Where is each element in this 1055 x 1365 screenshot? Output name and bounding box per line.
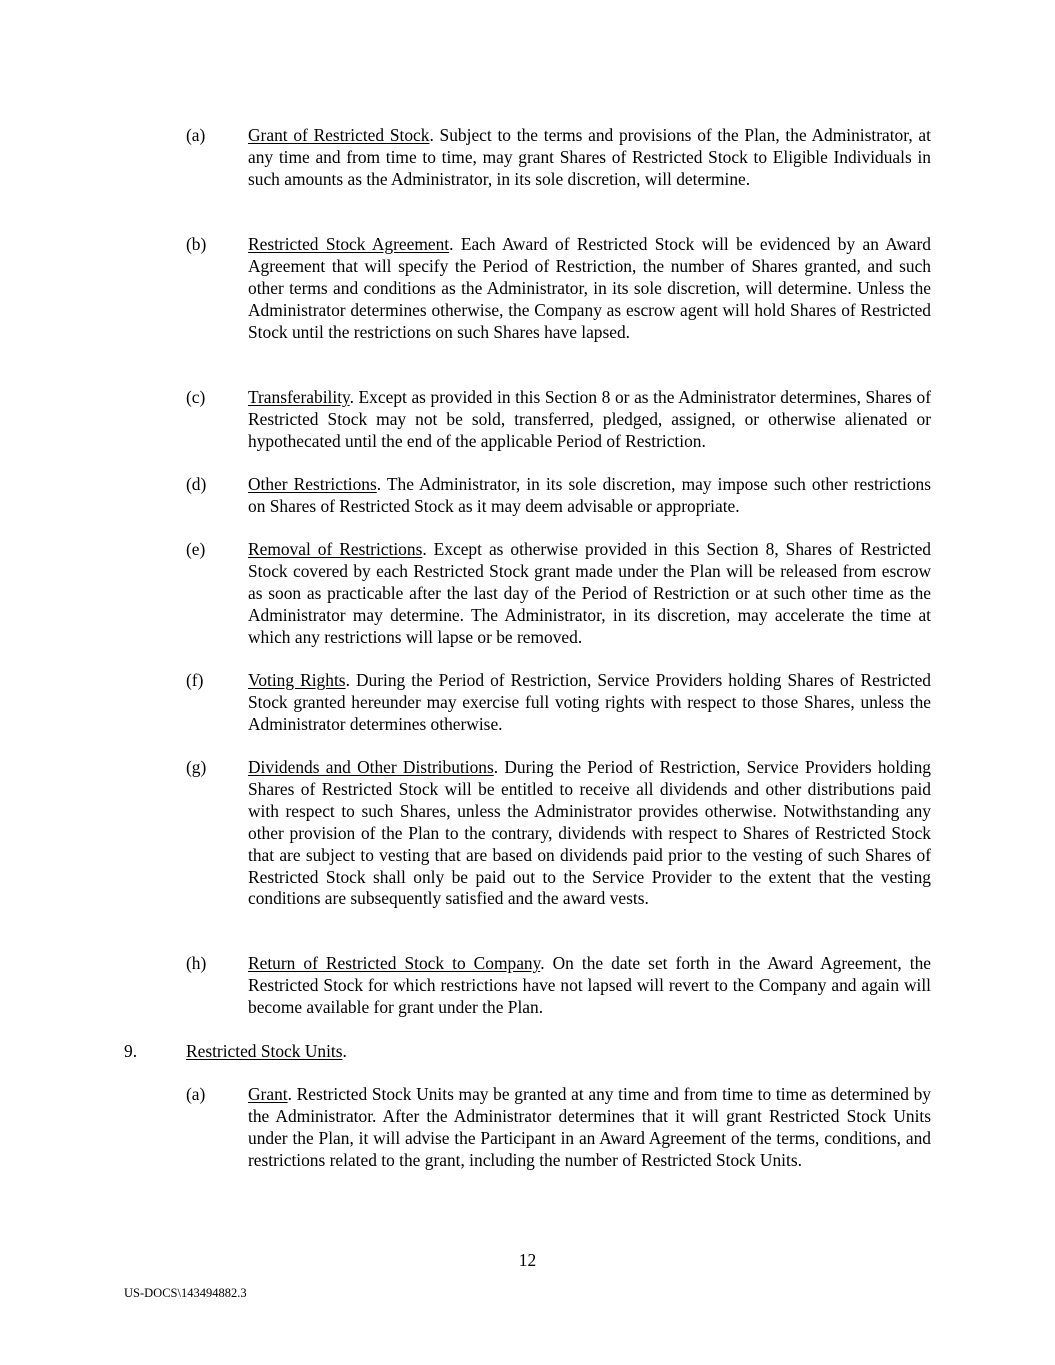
- item-label: (a): [186, 125, 206, 145]
- item-body: . Each Award of Restricted Stock will be evidenced by an Award Agreement that will specify the Period of Restriction, the number of Shares granted, and such other terms and conditions as the Administrator, in its sole discretion, will determine. Unless the Administrator determines otherwise, the Company as escrow agent will hold Shares of Restricted Stock until the restrictions on such Shares have lapsed.: [248, 234, 932, 342]
- item-label: (h): [186, 953, 207, 973]
- item-label: (g): [186, 757, 207, 777]
- item-label: (b): [186, 234, 207, 254]
- item-body: . During the Period of Restriction, Service Providers holding Shares of Restricted Stock granted hereunder may exercise full voting rights with respect to those Shares, unless the Administrator determines otherwise.: [248, 670, 931, 734]
- item-body: . During the Period of Restriction, Service Providers holding Shares of Restricted Stock will be entitled to receive all dividends and other distributions paid with respect to such Shares, unless the Administrator provides otherwise. Notwithstanding any other provision of the Plan to the contrary, dividends with respect to Shares of Restricted Stock that are subject to vesting that are based on dividends paid prior to the vesting of such Shares of Restricted Stock shall only be paid out to the Service Provider to the extent that the vesting conditions are subsequently satisfied and the award vests.: [248, 757, 931, 909]
- page-number: 12: [518, 1250, 537, 1270]
- item-text: [248, 953, 931, 1019]
- item-body: . The Administrator, in its sole discretion, may impose such other restrictions on Shares of Restricted Stock as it may deem advisable or appropriate.: [248, 474, 931, 516]
- item-text: [248, 387, 931, 453]
- item-body: . Restricted Stock Units may be granted at any time and from time to time as determined by the Administrator. After the Administrator determines that it will grant Restricted Stock Units under the Plan, it will advise the Participant in an Award Agreement of the terms, conditions, and restrictions related to the grant, including the number of Restricted Stock Units.: [248, 1084, 931, 1170]
- item-text: [248, 539, 931, 649]
- item-heading: Grant: [248, 1084, 288, 1104]
- item-heading: Grant of Restricted Stock: [248, 125, 430, 145]
- item-text: [248, 125, 931, 191]
- item-label: (a): [186, 1084, 206, 1104]
- item-body: . Except as otherwise provided in this Section 8, Shares of Restricted Stock covered by each Restricted Stock grant made under the Plan will be released from escrow as soon as practicable after the last day of the Period of Restriction or at such other time as the Administrator may determine. The Administrator, in its discretion, may accelerate the time at which any restrictions will lapse or be removed.: [248, 539, 931, 647]
- item-heading: Voting Rights: [248, 670, 346, 690]
- item-label: (e): [186, 539, 206, 559]
- item-heading: Transferability: [248, 387, 350, 407]
- item-text: [248, 234, 931, 344]
- item-label: (d): [186, 474, 207, 494]
- item-label: (f): [186, 670, 204, 690]
- item-text: [248, 670, 931, 736]
- item-body: . Subject to the terms and provisions of the Plan, the Administrator, at any time and from time to time, may grant Shares of Restricted Stock to Eligible Individuals in such amounts as the Administrator, in its sole discretion, will determine.: [248, 125, 931, 189]
- section-title-suffix: .: [342, 1041, 347, 1061]
- item-heading: Other Restrictions: [248, 474, 377, 494]
- item-heading: Dividends and Other Distributions: [248, 757, 494, 777]
- item-text: [248, 1084, 931, 1172]
- item-heading: Return of Restricted Stock to Company: [248, 953, 541, 973]
- item-text: [248, 757, 931, 910]
- item-body: . Except as provided in this Section 8 or as the Administrator determines, Shares of Restricted Stock may not be sold, transferred, pledged, assigned, or otherwise alienated or hypothecated until the end of the applicable Period of Restriction.: [248, 387, 931, 451]
- section-title-wrap: [186, 1041, 347, 1063]
- document-id: US-DOCS\143494882.3: [124, 1286, 247, 1300]
- item-heading: Restricted Stock Agreement: [248, 234, 450, 254]
- item-heading: Removal of Restrictions: [248, 539, 423, 559]
- item-text: [248, 474, 931, 518]
- item-body: . On the date set forth in the Award Agreement, the Restricted Stock for which restrictions have not lapsed will revert to the Company and again will become available for grant under the Plan.: [248, 953, 931, 1017]
- item-label: (c): [186, 387, 206, 407]
- section-title: Restricted Stock Units: [186, 1041, 343, 1061]
- section-number: 9.: [124, 1041, 138, 1061]
